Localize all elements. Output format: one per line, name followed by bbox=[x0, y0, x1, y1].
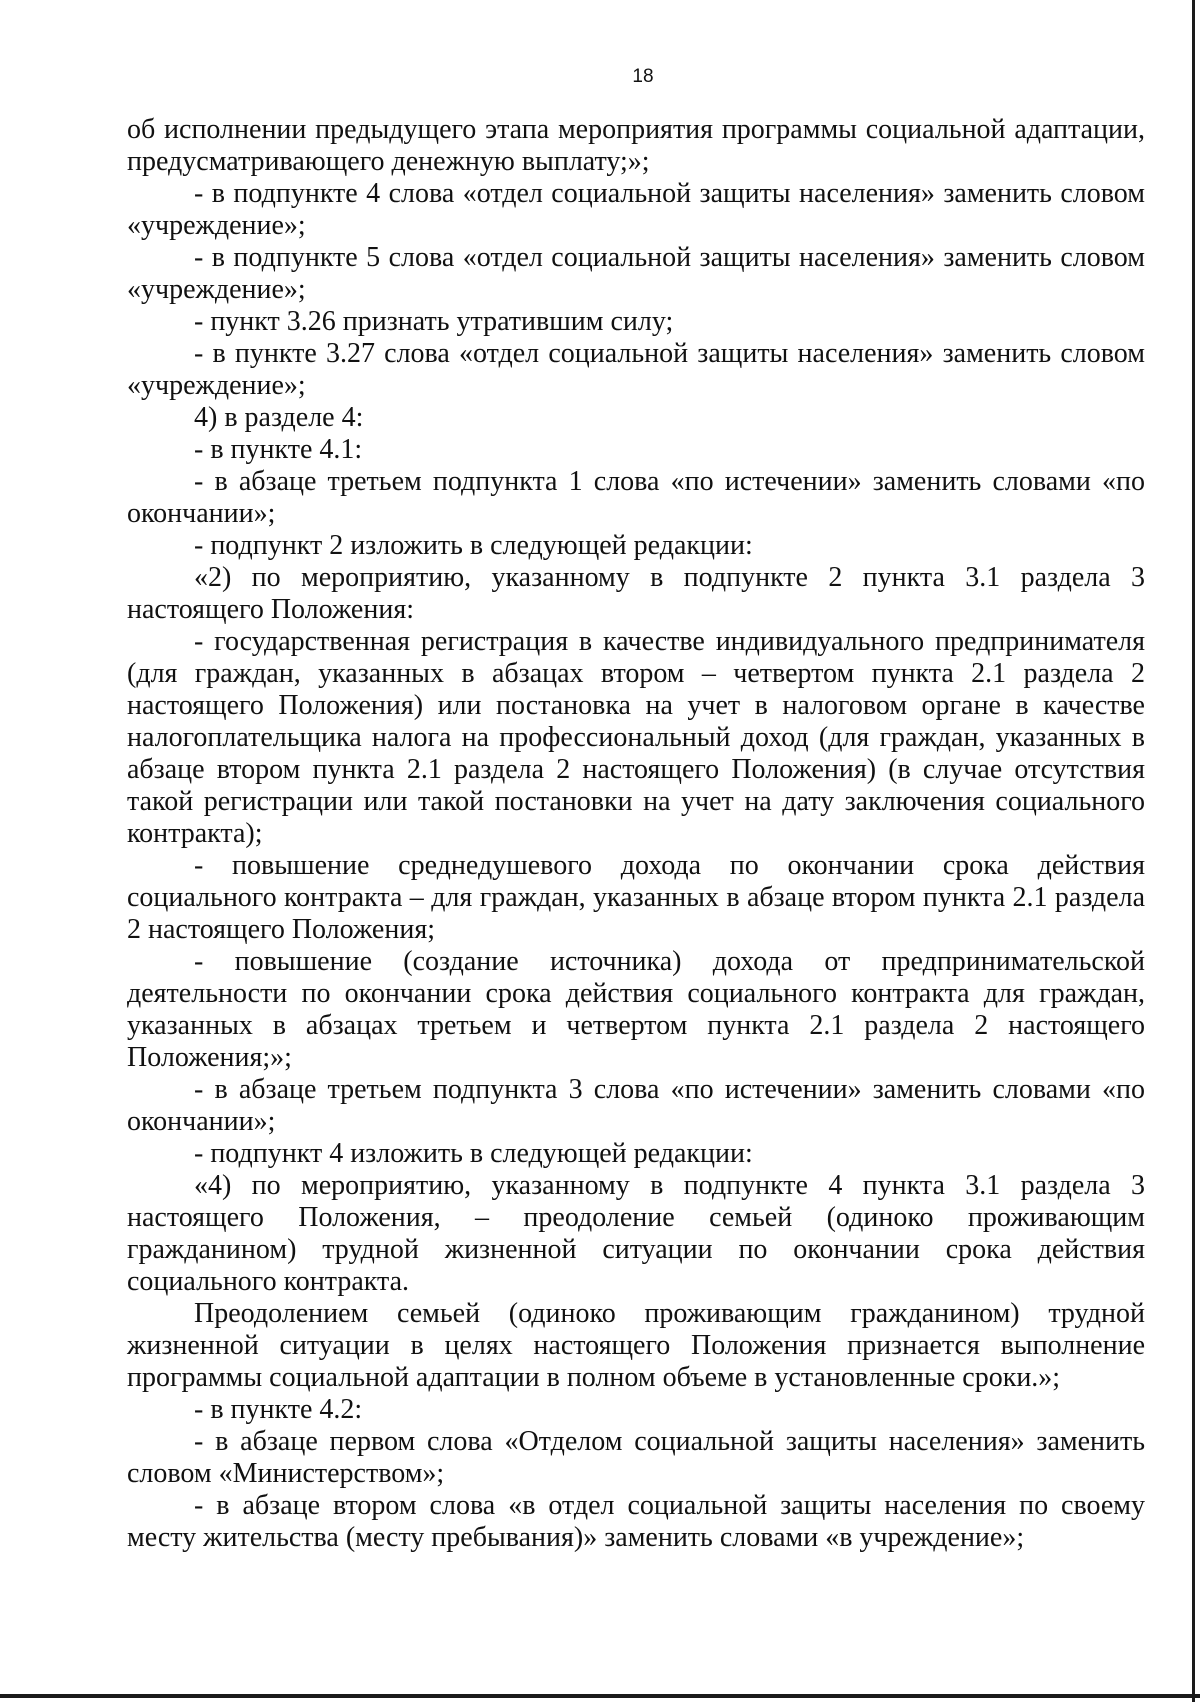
scan-edge-bottom bbox=[0, 1694, 1200, 1698]
paragraph: - повышение среднедушевого дохода по окончании срока действия социального контракта – для граждан, указанных в абзаце втором пункта 2.1 раздела 2 настоящего Положения; bbox=[127, 850, 1145, 945]
paragraph: - подпункт 2 изложить в следующей редакции: bbox=[194, 530, 753, 561]
scan-edge-right bbox=[1192, 0, 1195, 1702]
paragraph: - в подпункте 5 слова «отдел социальной защиты населения» заменить словом «учреждение»; bbox=[127, 242, 1145, 305]
paragraph: Преодолением семьей (одиноко проживающим гражданином) трудной жизненной ситуации в целях настоящего Положения признается выполнение программы социальной адаптации в полном объеме в установленные сроки.»; bbox=[127, 1298, 1145, 1393]
paragraph: - в пункте 4.2: bbox=[194, 1394, 363, 1425]
document-body bbox=[127, 114, 1145, 1554]
paragraph: - в абзаце первом слова «Отделом социальной защиты населения» заменить словом «Министерством»; bbox=[127, 1426, 1145, 1489]
paragraph: 4) в разделе 4: bbox=[194, 402, 364, 433]
paragraph: - в пункте 4.1: bbox=[194, 434, 363, 465]
paragraph: - подпункт 4 изложить в следующей редакции: bbox=[194, 1138, 753, 1169]
paragraph: - повышение (создание источника) дохода от предпринимательской деятельности по окончании срока действия социального контракта для граждан, указанных в абзацах третьем и четвертом пункта 2.1 раздела 2 настоящего Положения;»; bbox=[127, 946, 1145, 1073]
paragraph: об исполнении предыдущего этапа мероприятия программы социальной адаптации, предусматривающего денежную выплату;»; bbox=[127, 114, 1145, 177]
paragraph: - в абзаце третьем подпункта 1 слова «по истечении» заменить словами «по окончании»; bbox=[127, 466, 1145, 529]
paragraph: - государственная регистрация в качестве индивидуального предпринимателя (для граждан, указанных в абзацах втором – четвертом пункта 2.1 раздела 2 настоящего Положения) или постановка на учет в налоговом органе в качестве налогоплательщика налога на профессиональный доход (для граждан, указанных в абзаце втором пункта 2.1 раздела 2 настоящего Положения) (в случае отсутствия такой регистрации или такой постановки на учет на дату заключения социального контракта); bbox=[127, 626, 1145, 849]
paragraph: - пункт 3.26 признать утратившим силу; bbox=[194, 306, 674, 337]
paragraph: - в пункте 3.27 слова «отдел социальной защиты населения» заменить словом «учреждение»; bbox=[127, 338, 1145, 401]
paragraph: - в абзаце втором слова «в отдел социальной защиты населения по своему месту жительства (месту пребывания)» заменить словами «в учреждение»; bbox=[127, 1490, 1145, 1553]
paragraph: - в абзаце третьем подпункта 3 слова «по истечении» заменить словами «по окончании»; bbox=[127, 1074, 1145, 1137]
paragraph: - в подпункте 4 слова «отдел социальной защиты населения» заменить словом «учреждение»; bbox=[127, 178, 1145, 241]
page-number: 18 bbox=[632, 66, 654, 87]
paragraph: «4) по мероприятию, указанному в подпункте 4 пункта 3.1 раздела 3 настоящего Положения, – преодоление семьей (одиноко проживающим гражданином) трудной жизненной ситуации по окончании срока действия социального контракта. bbox=[127, 1170, 1145, 1297]
paragraph: «2) по мероприятию, указанному в подпункте 2 пункта 3.1 раздела 3 настоящего Положения: bbox=[127, 562, 1145, 625]
